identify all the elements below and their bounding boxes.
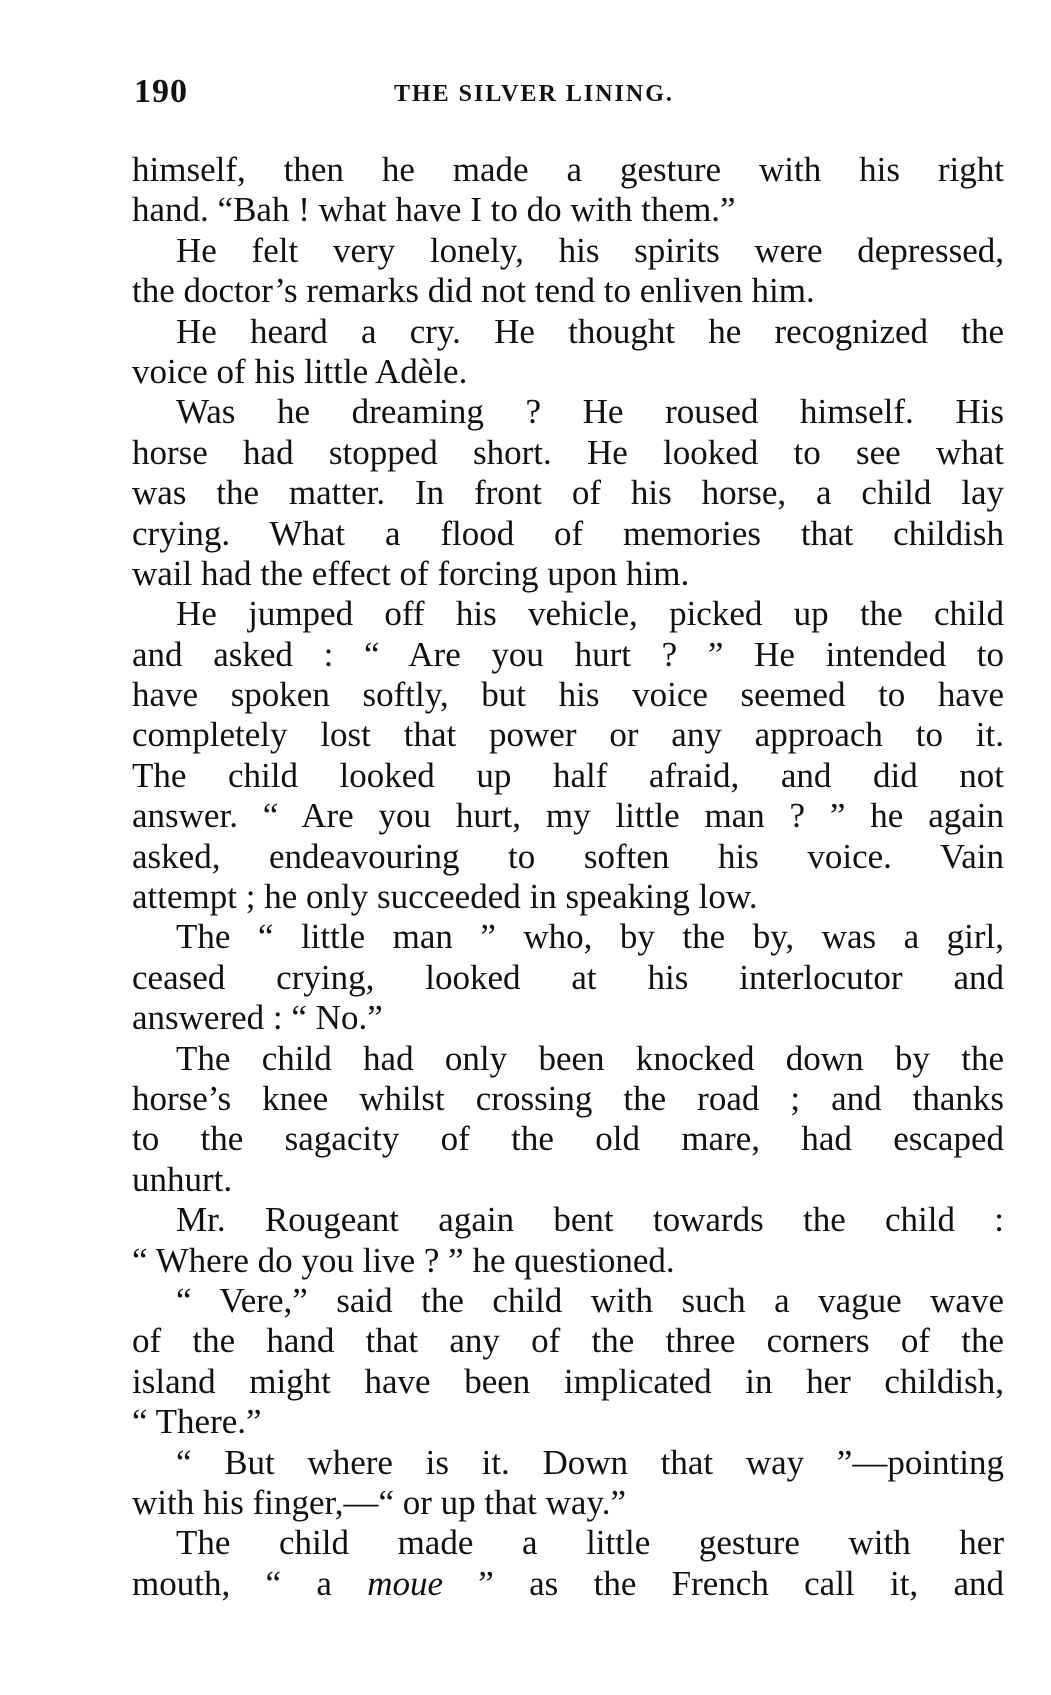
text-line: He jumped off his vehicle, picked up the child xyxy=(176,594,1004,634)
text-line: He heard a cry. He thought he recognized the xyxy=(176,311,1004,351)
text-line: asked, endeavouring to soften his voice. Vain xyxy=(132,836,1004,876)
text-line: island might have been implicated in her childish, xyxy=(132,1361,1004,1401)
text-line: horse’s knee whilst crossing the road ; and thanks xyxy=(132,1078,1004,1118)
text-line: to the sagacity of the old mare, had escaped xyxy=(132,1119,1004,1159)
text-line: and asked : “ Are you hurt ? ” He intended to xyxy=(132,634,1004,674)
text-line: horse had stopped short. He looked to see what xyxy=(132,432,1004,472)
text-line: attempt ; he only succeeded in speaking low. xyxy=(132,877,758,917)
text-fragment: ” as the French call it, and xyxy=(443,1563,1005,1603)
text-line: “ Where do you live ? ” he questioned. xyxy=(132,1240,675,1280)
text-line: The child had only been knocked down by the xyxy=(176,1038,1004,1078)
text-fragment: mouth, “ a xyxy=(132,1563,368,1603)
text-line: “ Vere,” said the child with such a vague wave xyxy=(176,1280,1004,1320)
text-line: The “ little man ” who, by the by, was a girl, xyxy=(176,917,1004,957)
text-line: crying. What a flood of memories that childish xyxy=(132,513,1004,553)
italic-word: moue xyxy=(367,1563,443,1603)
text-line: answered : “ No.” xyxy=(132,998,383,1038)
running-title: THE SILVER LINING. xyxy=(394,81,674,107)
text-line: “ But where is it. Down that way ”—pointing xyxy=(176,1442,1004,1482)
body-text xyxy=(132,150,1004,1604)
page-header xyxy=(134,70,1004,114)
text-line: The child made a little gesture with her xyxy=(176,1523,1004,1563)
text-line: completely lost that power or any approach to it. xyxy=(132,715,1004,755)
page-number: 190 xyxy=(134,73,188,110)
text-line: “ There.” xyxy=(132,1402,262,1442)
text-line: of the hand that any of the three corners of the xyxy=(132,1321,1004,1361)
text-line: hand. “Bah ! what have I to do with them.” xyxy=(132,190,736,230)
text-line: voice of his little Adèle. xyxy=(132,351,468,391)
text-line: was the matter. In front of his horse, a child lay xyxy=(132,473,1004,513)
text-line: the doctor’s remarks did not tend to enliven him. xyxy=(132,271,815,311)
text-line: answer. “ Are you hurt, my little man ? ” he again xyxy=(132,796,1004,836)
text-line: ceased crying, looked at his interlocutor and xyxy=(132,957,1004,997)
text-line: have spoken softly, but his voice seemed to have xyxy=(132,675,1004,715)
text-line: himself, then he made a gesture with his right xyxy=(132,150,1004,189)
text-line: Was he dreaming ? He roused himself. His xyxy=(176,392,1004,432)
text-line: The child looked up half afraid, and did not xyxy=(132,755,1004,795)
text-line: with his finger,—“ or up that way.” xyxy=(132,1482,626,1522)
text-line: unhurt. xyxy=(132,1159,233,1199)
text-line: He felt very lonely, his spirits were depressed, xyxy=(176,230,1004,270)
text-line-final xyxy=(132,1564,1004,1604)
text-line: wail had the effect of forcing upon him. xyxy=(132,553,690,593)
text-line: Mr. Rougeant again bent towards the child : xyxy=(176,1200,1004,1240)
